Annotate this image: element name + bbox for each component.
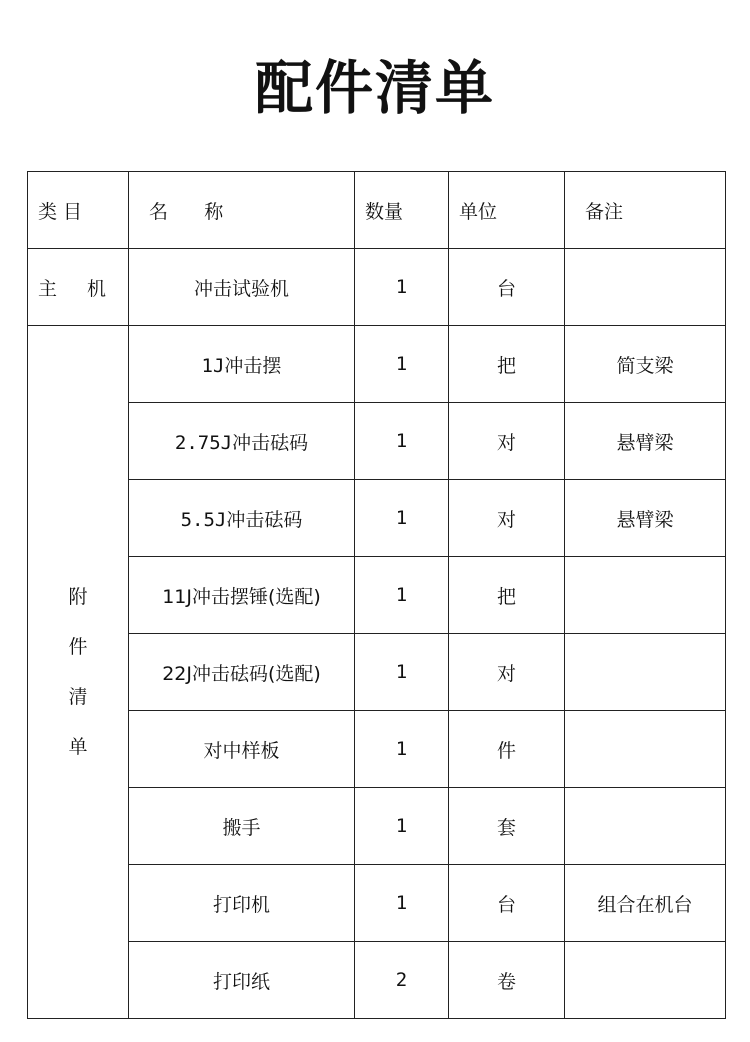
page-title: 配件清单 bbox=[254, 54, 495, 122]
item-quantity: 1 bbox=[355, 480, 449, 557]
item-remark: 简支梁 bbox=[565, 326, 726, 403]
header-quantity: 数量 bbox=[355, 172, 449, 249]
item-unit: 对 bbox=[449, 480, 565, 557]
item-quantity: 1 bbox=[355, 249, 449, 326]
item-name: 2.75J冲击砝码 bbox=[129, 403, 355, 480]
table-row bbox=[28, 249, 726, 326]
table-row bbox=[28, 942, 726, 1019]
item-name: 搬手 bbox=[129, 788, 355, 865]
item-remark: 组合在机台 bbox=[565, 865, 726, 942]
item-remark bbox=[565, 557, 726, 634]
item-quantity: 1 bbox=[355, 326, 449, 403]
item-unit: 把 bbox=[449, 326, 565, 403]
item-quantity: 1 bbox=[355, 865, 449, 942]
item-quantity: 2 bbox=[355, 942, 449, 1019]
accessory-table bbox=[27, 171, 726, 1019]
item-remark bbox=[565, 788, 726, 865]
item-quantity: 1 bbox=[355, 557, 449, 634]
item-name: 5.5J冲击砝码 bbox=[129, 480, 355, 557]
item-quantity: 1 bbox=[355, 634, 449, 711]
item-remark bbox=[565, 711, 726, 788]
header-remark: 备注 bbox=[565, 172, 726, 249]
item-remark: 悬臂梁 bbox=[565, 403, 726, 480]
table-row bbox=[28, 403, 726, 480]
table-row bbox=[28, 480, 726, 557]
item-unit: 对 bbox=[449, 634, 565, 711]
item-unit: 件 bbox=[449, 711, 565, 788]
table-row bbox=[28, 865, 726, 942]
table-row bbox=[28, 788, 726, 865]
item-name: 打印纸 bbox=[129, 942, 355, 1019]
item-quantity: 1 bbox=[355, 711, 449, 788]
category-char: 单 bbox=[68, 736, 88, 758]
item-unit: 把 bbox=[449, 557, 565, 634]
item-unit: 卷 bbox=[449, 942, 565, 1019]
category-accessories bbox=[28, 326, 129, 1019]
item-remark bbox=[565, 634, 726, 711]
item-remark bbox=[565, 249, 726, 326]
item-name: 打印机 bbox=[129, 865, 355, 942]
item-name: 对中样板 bbox=[129, 711, 355, 788]
category-char: 附 bbox=[68, 586, 88, 608]
header-unit: 单位 bbox=[449, 172, 565, 249]
item-name: 11J冲击摆锤(选配) bbox=[129, 557, 355, 634]
item-unit: 套 bbox=[449, 788, 565, 865]
item-unit: 台 bbox=[449, 249, 565, 326]
table-header-row bbox=[28, 172, 726, 249]
item-unit: 台 bbox=[449, 865, 565, 942]
header-name: 名 称 bbox=[129, 172, 355, 249]
table-row bbox=[28, 557, 726, 634]
category-char: 件 bbox=[68, 636, 88, 658]
item-quantity: 1 bbox=[355, 788, 449, 865]
item-name: 22J冲击砝码(选配) bbox=[129, 634, 355, 711]
category-char: 清 bbox=[68, 686, 88, 708]
table-row bbox=[28, 634, 726, 711]
table-row bbox=[28, 326, 726, 403]
item-remark bbox=[565, 942, 726, 1019]
table-row bbox=[28, 711, 726, 788]
item-quantity: 1 bbox=[355, 403, 449, 480]
item-remark: 悬臂梁 bbox=[565, 480, 726, 557]
item-name: 1J冲击摆 bbox=[129, 326, 355, 403]
category-main: 主 机 bbox=[28, 249, 129, 326]
item-name: 冲击试验机 bbox=[129, 249, 355, 326]
header-category: 类 目 bbox=[28, 172, 129, 249]
item-unit: 对 bbox=[449, 403, 565, 480]
